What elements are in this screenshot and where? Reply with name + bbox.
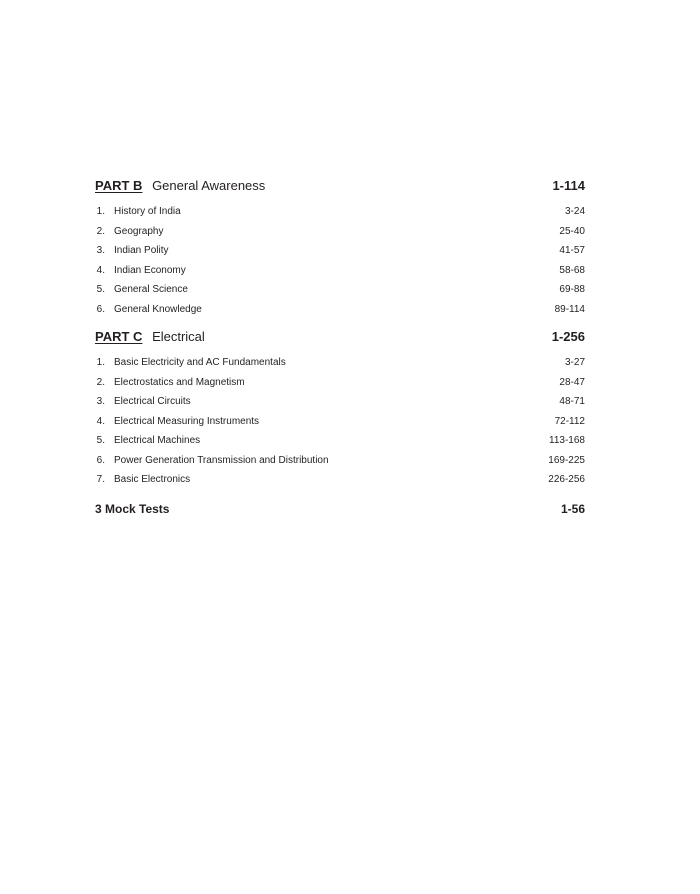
part-c-header bbox=[95, 329, 585, 349]
chapter-entry bbox=[95, 304, 585, 324]
chapter-entry bbox=[95, 435, 585, 455]
chapter-pages: 25-40 bbox=[559, 225, 585, 237]
chapter-number: 3. bbox=[96, 396, 105, 407]
chapter-pages: 72-112 bbox=[554, 415, 585, 427]
chapter-title: Basic Electricity and AC Fundamentals bbox=[114, 357, 286, 368]
chapter-entry bbox=[95, 206, 585, 226]
chapter-title: Basic Electronics bbox=[114, 474, 191, 485]
chapter-title: Indian Polity bbox=[114, 245, 169, 256]
chapter-title: Electrical Measuring Instruments bbox=[114, 415, 260, 427]
chapter-title: General Knowledge bbox=[114, 303, 202, 315]
chapter-entry bbox=[95, 455, 585, 475]
table-of-contents bbox=[95, 178, 585, 516]
chapter-title: Electrical Machines bbox=[114, 435, 201, 446]
chapter-number: 2. bbox=[96, 376, 105, 388]
part-name: Electrical bbox=[152, 329, 205, 344]
chapter-pages: 169-225 bbox=[548, 454, 585, 466]
chapter-number: 3. bbox=[96, 245, 105, 256]
part-label: PART C bbox=[95, 329, 143, 344]
chapter-number: 5. bbox=[96, 435, 105, 446]
chapter-title: Power Generation Transmission and Distribution bbox=[114, 454, 329, 466]
chapter-pages: 3-24 bbox=[564, 206, 585, 217]
chapter-title: Electrostatics and Magnetism bbox=[114, 376, 245, 388]
part-b-header bbox=[95, 178, 585, 198]
chapter-title: History of India bbox=[114, 206, 181, 217]
chapter-number: 4. bbox=[96, 415, 105, 427]
chapter-title: Geography bbox=[114, 225, 164, 237]
part-label: PART B bbox=[95, 178, 143, 193]
chapter-number: 5. bbox=[96, 284, 105, 295]
chapter-entry bbox=[95, 245, 585, 265]
chapter-entry bbox=[95, 357, 585, 377]
chapter-entry bbox=[95, 416, 585, 436]
chapter-number: 1. bbox=[96, 206, 105, 217]
chapter-number: 1. bbox=[96, 357, 105, 368]
chapter-pages: 41-57 bbox=[559, 245, 585, 256]
part-page-range: 1-256 bbox=[551, 329, 585, 344]
mock-tests-title: 3 Mock Tests bbox=[95, 501, 170, 516]
mock-tests-header bbox=[95, 502, 585, 516]
chapter-title: Indian Economy bbox=[114, 264, 186, 276]
part-b-title bbox=[95, 178, 265, 193]
chapter-entry bbox=[95, 396, 585, 416]
chapter-entry bbox=[95, 474, 585, 494]
chapter-entry bbox=[95, 226, 585, 246]
chapter-pages: 69-88 bbox=[559, 284, 585, 295]
part-page-range: 1-114 bbox=[552, 178, 585, 193]
chapter-entry bbox=[95, 377, 585, 397]
chapter-number: 6. bbox=[96, 303, 105, 315]
chapter-number: 2. bbox=[96, 225, 105, 237]
chapter-pages: 89-114 bbox=[554, 303, 585, 315]
chapter-pages: 28-47 bbox=[559, 376, 585, 388]
part-name: General Awareness bbox=[152, 178, 266, 193]
chapter-entry bbox=[95, 284, 585, 304]
chapter-entry bbox=[95, 265, 585, 285]
chapter-title: General Science bbox=[114, 284, 188, 295]
chapter-pages: 58-68 bbox=[559, 264, 585, 276]
mock-tests-range: 1-56 bbox=[560, 501, 585, 516]
chapter-title: Electrical Circuits bbox=[114, 396, 191, 407]
chapter-pages: 3-27 bbox=[564, 357, 585, 368]
chapter-number: 7. bbox=[96, 474, 105, 485]
chapter-number: 4. bbox=[96, 264, 105, 276]
chapter-pages: 48-71 bbox=[559, 396, 585, 407]
chapter-pages: 226-256 bbox=[548, 474, 585, 485]
part-c-title bbox=[95, 329, 205, 344]
chapter-pages: 113-168 bbox=[549, 435, 585, 446]
chapter-number: 6. bbox=[96, 454, 105, 466]
